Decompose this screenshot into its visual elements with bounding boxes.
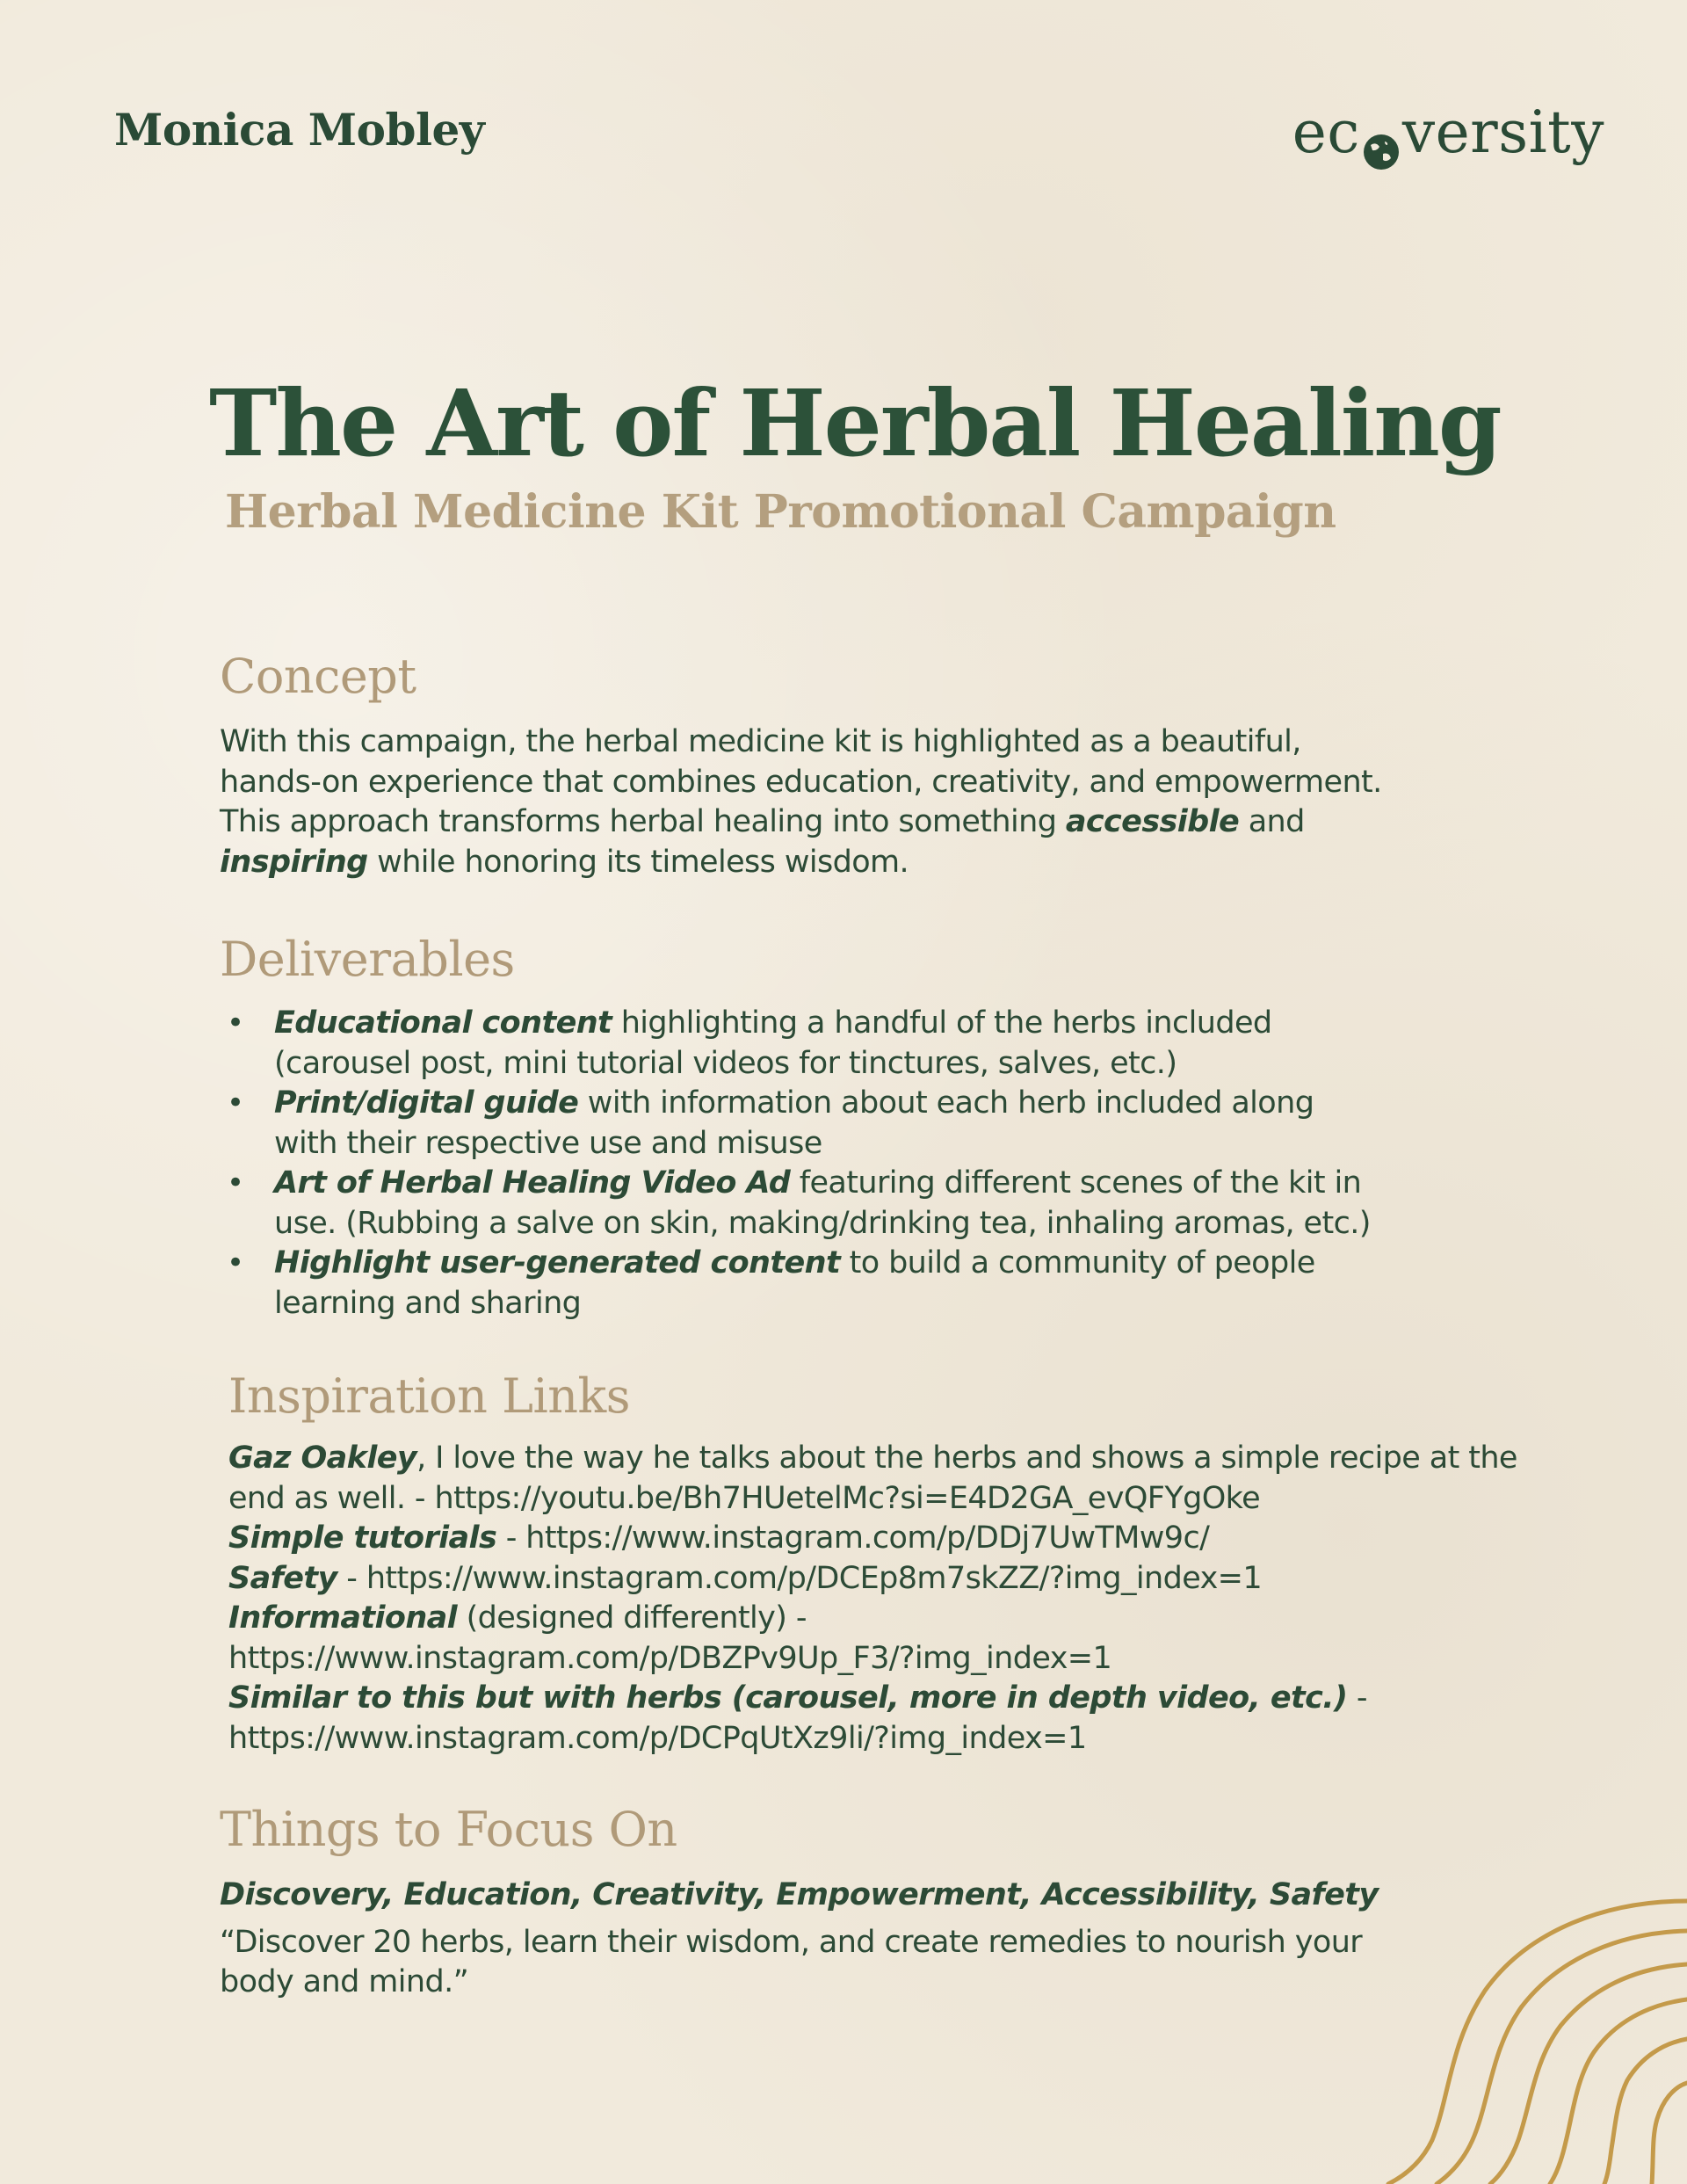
link-informational-url[interactable]: https://www.instagram.com/p/DBZPv9Up_F3/?img_index=1	[228, 1640, 1112, 1676]
focus-quote: “Discover 20 herbs, learn their wisdom, and create remedies to nourish your body and mind.”	[220, 1924, 1363, 1999]
concept-heading: Concept	[220, 649, 416, 704]
emphasis-accessible: accessible	[1065, 804, 1240, 839]
logo-text-prefix: ec	[1292, 98, 1360, 166]
link-gaz-url[interactable]: end as well. - https://youtu.be/Bh7HUetelMc?si=E4D2GA_evQFYgOke	[228, 1480, 1261, 1516]
concept-paragraph	[220, 722, 1538, 882]
link-line-gaz: Gaz Oakley, I love the way he talks about the herbs and shows a simple recipe at the	[228, 1440, 1517, 1476]
focus-keywords: Discovery, Education, Creativity, Empowerment, Accessibility, Safety	[220, 1877, 1379, 1912]
logo-text-suffix: versity	[1401, 98, 1604, 166]
link-line-safety[interactable]: Safety - https://www.instagram.com/p/DCEp8m7skZZ/?img_index=1	[228, 1560, 1263, 1596]
inspiration-links	[228, 1439, 1599, 1759]
deliverables-list	[220, 1004, 1538, 1324]
concept-line: hands-on experience that combines education, creativity, and empowerment.	[220, 764, 1382, 800]
link-line-simple-tutorials[interactable]: Simple tutorials - https://www.instagram.com/p/DDj7UwTMw9c/	[228, 1520, 1210, 1556]
deliverables-list-wrapper	[220, 1004, 1538, 1324]
deliverables-heading: Deliverables	[220, 932, 515, 987]
ecoversity-logo	[1292, 98, 1604, 166]
link-line-informational: Informational (designed differently) -	[228, 1600, 807, 1636]
inspiration-heading: Inspiration Links	[228, 1368, 630, 1424]
list-item: • Highlight user-generated content to build a community of people learning and sharing	[220, 1244, 1538, 1324]
link-similar-url[interactable]: https://www.instagram.com/p/DCPqUtXz9li/?img_index=1	[228, 1720, 1087, 1756]
concept-line: inspiring while honoring its timeless wisdom.	[220, 844, 909, 880]
concept-line: With this campaign, the herbal medicine kit is highlighted as a beautiful,	[220, 724, 1301, 759]
list-item: • Print/digital guide with information about each herb included along with their respective use and misuse	[220, 1084, 1538, 1164]
emphasis-inspiring: inspiring	[220, 844, 368, 880]
concept-line: This approach transforms herbal healing into something accessible and	[220, 804, 1305, 839]
page-subtitle: Herbal Medicine Kit Promotional Campaign	[225, 485, 1336, 539]
list-item: • Art of Herbal Healing Video Ad featuring different scenes of the kit in use. (Rubbing a salve on skin, making/drinking tea, inhaling aromas, etc.)	[220, 1164, 1538, 1244]
author-name: Monica Mobley	[114, 104, 485, 156]
globe-icon	[1362, 118, 1401, 156]
list-item: • Educational content highlighting a handful of the herbs included (carousel post, mini tutorial videos for tinctures, salves, etc.)	[220, 1004, 1538, 1084]
contour-lines-ornament	[1318, 1894, 1687, 2184]
focus-heading: Things to Focus On	[220, 1802, 677, 1857]
page-title: The Art of Herbal Healing	[209, 369, 1501, 477]
link-line-similar: Similar to this but with herbs (carousel, more in depth video, etc.) -	[228, 1680, 1367, 1716]
